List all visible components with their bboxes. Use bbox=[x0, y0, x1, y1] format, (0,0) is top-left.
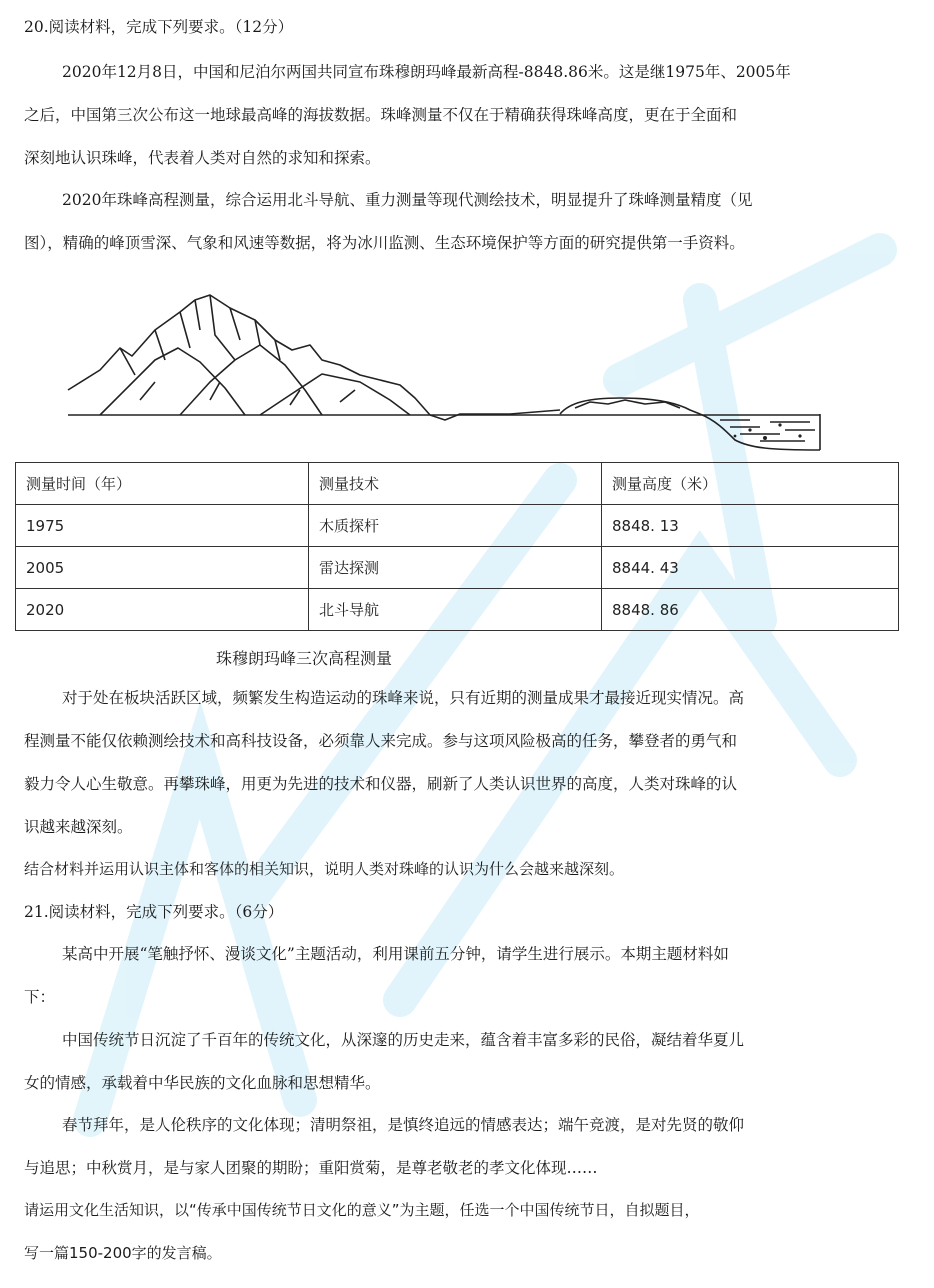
q20-p3-line: 毅力令人心生敬意。再攀珠峰，用更为先进的技术和仪器，刷新了人类认识世界的高度，人类对珠峰的认 bbox=[24, 775, 738, 793]
q20-p3-line: 程测量不能仅依赖测绘技术和高科技设备，必须靠人来完成。参与这项风险极高的任务，攀登者的勇气和 bbox=[24, 732, 738, 750]
q21-p3-line: 春节拜年，是人伦秩序的文化体现；清明祭祖，是慎终追远的情感表达；端午竞渡，是对先贤的敬仰 bbox=[62, 1116, 745, 1134]
table-header-cell: 测量技术 bbox=[309, 463, 602, 505]
table-header-row bbox=[16, 463, 899, 505]
q20-p2-line: 图），精确的峰顶雪深、气象和风速等数据，将为冰川监测、生态环境保护等方面的研究提供第一手资料。 bbox=[24, 234, 745, 252]
table-cell: 2005 bbox=[16, 547, 309, 589]
table-cell: 8848. 13 bbox=[602, 505, 899, 547]
q21-p2-line: 中国传统节日沉淀了千百年的传统文化，从深邃的历史走来，蕴含着丰富多彩的民俗，凝结着华夏儿 bbox=[62, 1031, 745, 1049]
table-row bbox=[16, 589, 899, 631]
elevation-measurement-table bbox=[15, 462, 899, 631]
table-row bbox=[16, 547, 899, 589]
table-header-cell: 测量时间（年） bbox=[16, 463, 309, 505]
table-cell: 8848. 86 bbox=[602, 589, 899, 631]
table-cell: 8844. 43 bbox=[602, 547, 899, 589]
q20-p1-line: 2020年12月8日，中国和尼泊尔两国共同宣布珠穆朗玛峰最新高程-8848.86米。这是继1975年、2005年 bbox=[62, 63, 791, 81]
q20-heading: 20.阅读材料，完成下列要求。（12分） bbox=[24, 18, 294, 36]
table-cell: 木质探杆 bbox=[309, 505, 602, 547]
q21-p3-line: 与追思；中秋赏月，是与家人团聚的期盼；重阳赏菊，是尊老敬老的孝文化体现…… bbox=[24, 1159, 598, 1177]
q20-p3-line: 对于处在板块活跃区域，频繁发生构造运动的珠峰来说，只有近期的测量成果才最接近现实情况。高 bbox=[62, 689, 745, 707]
mountain-measurement-figure bbox=[60, 290, 840, 460]
table-cell: 北斗导航 bbox=[309, 589, 602, 631]
table-cell: 2020 bbox=[16, 589, 309, 631]
table-row bbox=[16, 505, 899, 547]
table-caption: 珠穆朗玛峰三次高程测量 bbox=[216, 649, 393, 668]
table-cell: 雷达探测 bbox=[309, 547, 602, 589]
q20-p1-line: 深刻地认识珠峰，代表着人类对自然的求知和探索。 bbox=[24, 149, 381, 167]
q21-p1-line: 某高中开展“笔触抒怀、漫谈文化”主题活动，利用课前五分钟，请学生进行展示。本期主题材料如 bbox=[62, 945, 729, 963]
q21-p1-line: 下： bbox=[24, 988, 56, 1006]
q21-task-line: 写一篇150-200字的发言稿。 bbox=[24, 1244, 222, 1262]
q21-heading: 21.阅读材料，完成下列要求。（6分） bbox=[24, 903, 284, 921]
q21-task-line: 请运用文化生活知识，以“传承中国传统节日文化的意义”为主题，任选一个中国传统节日，自拟题目， bbox=[24, 1201, 700, 1219]
q20-p2-line: 2020年珠峰高程测量，综合运用北斗导航、重力测量等现代测绘技术，明显提升了珠峰测量精度（见 bbox=[62, 191, 753, 209]
q20-p3-line: 识越来越深刻。 bbox=[24, 818, 133, 836]
table-header-cell: 测量高度（米） bbox=[602, 463, 899, 505]
q21-p2-line: 女的情感，承载着中华民族的文化血脉和思想精华。 bbox=[24, 1074, 381, 1092]
q20-p1-line: 之后，中国第三次公布这一地球最高峰的海拔数据。珠峰测量不仅在于精确获得珠峰高度，更在于全面和 bbox=[24, 106, 738, 124]
table-cell: 1975 bbox=[16, 505, 309, 547]
q20-question: 结合材料并运用认识主体和客体的相关知识，说明人类对珠峰的认识为什么会越来越深刻。 bbox=[24, 860, 625, 878]
